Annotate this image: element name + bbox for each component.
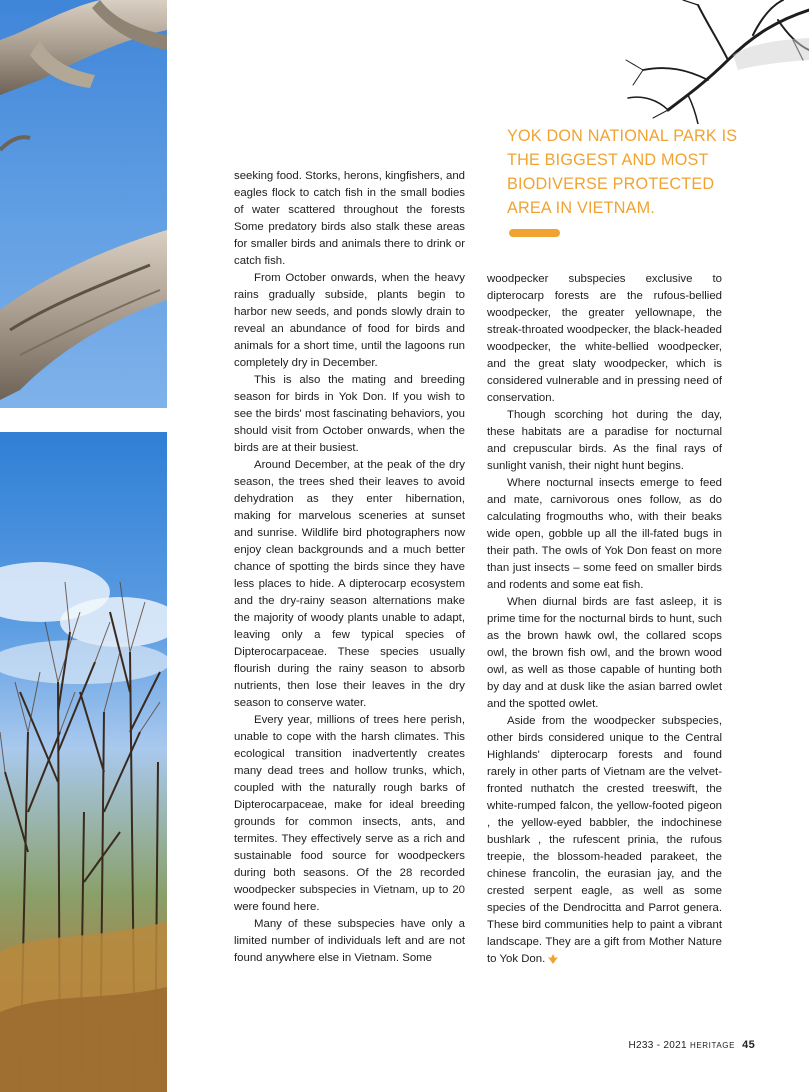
pull-quote-text: YOK DON NATIONAL PARK IS THE BIGGEST AND MOST BIODIVERSE PROTECTED AREA IN VIETNAM. — [507, 127, 738, 217]
paragraph-last — [487, 713, 722, 968]
page-footer — [629, 1039, 755, 1051]
branches-photo-illustration — [0, 0, 167, 408]
photo-dipterocarp-forest — [0, 432, 167, 1092]
pull-quote — [507, 124, 747, 220]
paragraph: woodpecker subspecies exclusive to dipterocarp forests are the rufous-bellied woodpecker, the greater yellownape, the streak-throated woodpecker, the black-headed woodpecker, the white-bellied woodpecker, and the great slaty woodpecker, which is considered vulnerable and in pressing need of conservation. — [487, 273, 722, 404]
paragraph: Where nocturnal insects emerge to feed and mate, carnivorous ones follow, as do calculating frogmouths who, with their beaks wide open, gobble up all the ill-fated bugs in their path. The owls of Yok Don feast on more than just insects – some feed on smaller birds and rodents and some eat fish. — [487, 477, 722, 591]
paragraph: From October onwards, when the heavy rains gradually subside, plants begin to harbor new seeds, and ponds slowly drain to reveal an abundance of food for birds and animals for a short time, until the lagoons run completely dry in December. — [234, 272, 465, 369]
paragraph: Around December, at the peak of the dry season, the trees shed their leaves to avoid dehydration as they enter hibernation, making for marvelous sceneries at sunset and sunrise. Wildlife bird photographers now enjoy clean backgrounds and a much better chance of spotting the birds since they have less places to hide. A dipterocarp ecosystem and the dry-rainy season alternations make the majority of woody plants unable to adapt, leaving only a few typical species of Dipterocarpaceae. These species usually flourish during the rainy season to absorb nutrients, then lose their leaves in the dry season to conserve water. — [234, 459, 465, 709]
paragraph: When diurnal birds are fast asleep, it is prime time for the nocturnal birds to hunt, such as the brown hawk owl, the collared scops owl, the brown fish owl, and the brown wood owl, as well as those capable of hunting both by day and at dusk like the asian barred owlet and the spotted owlet. — [487, 596, 722, 710]
page-number: 45 — [742, 1039, 755, 1051]
paragraph: Many of these subspecies have only a limited number of individuals left and are not found anywhere else in Vietnam. Some — [234, 918, 465, 964]
bare-branches-illustration — [548, 0, 809, 124]
pull-quote-accent-bar — [509, 229, 560, 237]
photo-tree-branches — [0, 0, 167, 408]
magazine-name: HERITAGE — [689, 1041, 736, 1050]
paragraph: This is also the mating and breeding season for birds in Yok Don. If you wish to see the birds' most fascinating behaviors, you should visit from October onwards, when the birds are at their busiest. — [234, 374, 465, 454]
article-column-right — [487, 271, 722, 968]
article-column-left — [234, 168, 465, 967]
paragraph-last-text: Aside from the woodpecker subspecies, other birds considered unique to the Central Highlands' dipterocarp forests and found rarely in other parts of Vietnam are the velvet-fronted nuthatch the crested treeswift, the white-rumped falcon, the yellow-footed pigeon , the yellow-eyed babbler, the indochinese bushlark , the rufescent prinia, the rufous treepie, the blossom-headed parakeet, the chinese francolin, the eurasian jay, and the crested serpent eagle, as well as some species of the Dendrocitta and Parrot genera. These bird communities help to paint a vibrant landscape. They are a gift from Mother Nature to Yok Don. — [487, 715, 722, 965]
paragraph: seeking food. Storks, herons, kingfishers, and eagles flock to catch fish in the small bodies of water scattered throughout the forests Some predatory birds also stalk these areas for smaller birds and animals there to drink or catch fish. — [234, 170, 465, 267]
issue-number: H233 - 2021 — [628, 1040, 687, 1051]
paragraph: Though scorching hot during the day, these habitats are a paradise for nocturnal and crepuscular birds. As the final rays of sunlight vanish, their night hunt begins. — [487, 409, 722, 472]
paragraph: Every year, millions of trees here perish, unable to cope with the harsh climates. This ecological transition inadvertently creates many dead trees and hollow trunks, which, coupled with the naturally rough barks of Dipterocarpaceae, make for ideal breeding grounds for common insects, ants, and termites. They effectively serve as a rich and sustainable food source for woodpeckers during both seasons. Of the 28 recorded woodpecker subspecies in Vietnam, up to 20 were found here. — [234, 714, 465, 913]
forest-photo-illustration — [0, 432, 167, 1092]
leaf-end-mark-icon — [546, 954, 560, 964]
